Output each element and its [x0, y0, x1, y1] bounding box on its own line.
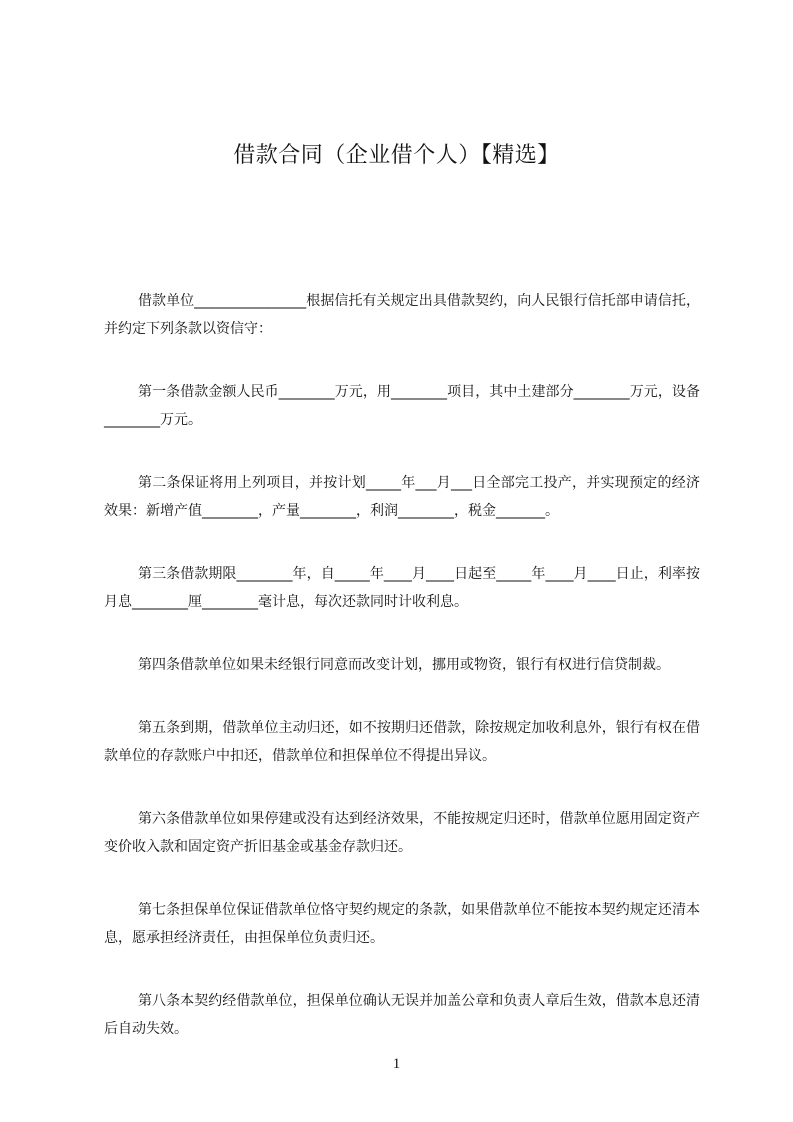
document-title: 借款合同（企业借个人）【精选】 — [233, 143, 560, 168]
page-number: 1 — [392, 1056, 401, 1072]
paragraph-article-2: 第二条保证将用上列项目，并按计划_____年___月___日全部完工投产，并实现预定的经济效果：新增产值________，产量________，利润________，税金_______。 — [104, 475, 700, 519]
paragraph-article-7: 第七条担保单位保证借款单位恪守契约规定的条款，如果借款单位不能按本契约规定还清本息，愿承担经济责任，由担保单位负责归还。 — [104, 902, 700, 946]
paragraph-preamble: 借款单位________________根据信托有关规定出具借款契约，向人民银行信托部申请信托，并约定下列条款以资信守： — [104, 293, 700, 337]
document-body — [104, 287, 700, 1078]
paragraph-article-3: 第三条借款期限________年，自_____年____月____日起至_____年____月____日止，利率按月息________厘________毫计息，每次还款同时计收利息。 — [104, 566, 700, 610]
paragraph-article-5: 第五条到期，借款单位主动归还，如不按期归还借款，除按规定加收利息外，银行有权在借款单位的存款账户中扣还，借款单位和担保单位不得提出异议。 — [104, 720, 700, 764]
paragraph-article-1: 第一条借款金额人民币________万元，用________项目，其中土建部分________万元，设备________万元。 — [104, 384, 700, 428]
paragraph-article-8: 第八条本契约经借款单位，担保单位确认无误并加盖公章和负责人章后生效，借款本息还清后自动失效。 — [104, 993, 700, 1037]
paragraph-article-4: 第四条借款单位如果未经银行同意而改变计划，挪用或物资，银行有权进行信贷制裁。 — [138, 657, 670, 673]
paragraph-article-6: 第六条借款单位如果停建或没有达到经济效果，不能按规定归还时，借款单位愿用固定资产变价收入款和固定资产折旧基金或基金存款归还。 — [104, 811, 700, 855]
